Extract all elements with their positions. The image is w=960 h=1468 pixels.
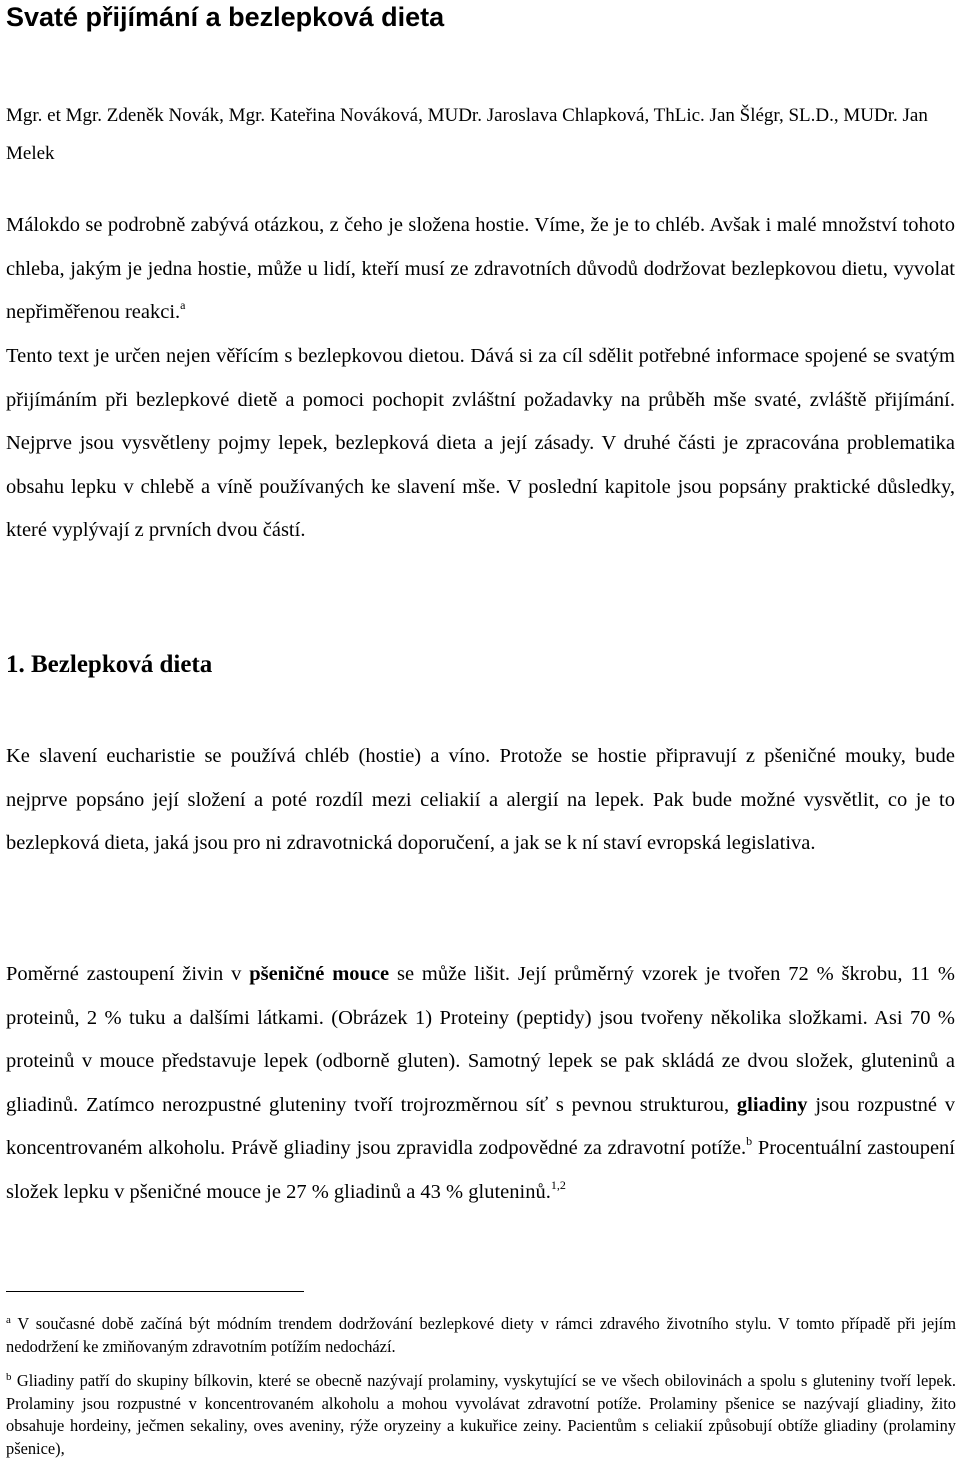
- section-heading: 1. Bezlepková dieta: [6, 651, 213, 678]
- intro-text: Málokdo se podrobně zabývá otázkou, z čeho je složena hostie. Víme, že je to chléb. Avšak i malé množství tohoto chleba, jakým je jedna hostie, může u lidí, kteří musí ze zdravotních důvodů dodržovat bezlepkovou dietu, vyvolat nepřiměřenou reakci.: [6, 214, 955, 323]
- p2-bold-gliadins: gliadiny: [736, 1093, 808, 1116]
- p2-text-2: se může lišit. Její průměrný vzorek je tvořen 72 % škrobu, 11 % proteinů, 2 % tuku a dalšími látkami. (Obrázek 1) Proteiny (peptidy) jsou tvořeny několika složkami. Asi 70 % proteinů v mouce představuje lepek (odborně gluten). Samotný lepek se pak skládá ze dvou složek, gluteninů a gliadinů. Zatímco nerozpustné gluteniny tvoří trojrozměrnou síť s pevnou strukturou,: [6, 963, 955, 1116]
- footnote-ref-a: a: [180, 298, 186, 312]
- footnote-b: [6, 1370, 956, 1460]
- footnote-b-text: Gliadiny patří do skupiny bílkovin, které se obecně nazývají prolaminy, vyskytující se ve všech obilovinách a spolu s gluteniny tvoří lepek. Prolaminy jsou rozpustné v koncentrovaném alkoholu a mohou vyvolávat zdravotní potíže. Prolaminy pšenice se nazývají gliadiny, žito obsahuje hordeiny, ječmen sekaliny, oves aveniny, rýže oryzeiny a kukuřice zeiny. Pacientům s celiakií způsobují obtíže gliadiny (prolaminy pšenice),: [6, 1371, 956, 1458]
- footnote-ref-b: b: [746, 1134, 753, 1148]
- authors-line: Mgr. et Mgr. Zdeněk Novák, Mgr. Kateřina Nováková, MUDr. Jaroslava Chlapková, ThLic. Jan Šlégr, SL.D., MUDr. Jan Melek: [6, 105, 928, 164]
- p2-text-1: Poměrné zastoupení živin v: [6, 963, 250, 985]
- footnote-a-text: V současné době začíná být módním trendem dodržování bezlepkové diety v rámci zdravého životního stylu. V tomto případě při jejím nedodržení ke zmiňovaným zdravotním potížím nedochází.: [6, 1314, 956, 1356]
- p2-text-3: jsou rozpustné v koncentrovaném alkoholu. Právě gliadiny jsou zpravidla zodpovědné za zdravotní potíže.: [6, 1093, 955, 1159]
- footnote-mark-b: b: [6, 1371, 12, 1383]
- document-title: Svaté přijímání a bezlepková dieta: [6, 2, 445, 32]
- purpose-paragraph: Tento text je určen nejen věřícím s bezlepkovou dietou. Dává si za cíl sdělit potřebné informace spojené se svatým přijímáním při bezlepkové dietě a pomoci pochopit zvláštní požadavky na průběh mše svaté, zvláště přijímání. Nejprve jsou vysvětleny pojmy lepek, bezlepková dieta a její zásady. V druhé části je zpracována problematika obsahu lepku v chlebě a víně používaných ke slavení mše. V poslední kapitole jsou popsány praktické důsledky, které vyplývají z prvních dvou částí.: [6, 345, 955, 541]
- footnote-mark-a: a: [6, 1314, 11, 1326]
- footnote-a: [6, 1313, 956, 1358]
- footnote-separator: [6, 1291, 304, 1292]
- citation-ref-1-2: 1,2: [550, 1177, 566, 1192]
- p2-bold-wheat-flour: pšeničné mouce: [249, 963, 390, 985]
- section-paragraph-1: Ke slavení eucharistie se používá chléb (hostie) a víno. Protože se hostie připravují z pšeničné mouky, bude nejprve popsáno její složení a poté rozdíl mezi celiakií a alergií na lepek. Pak bude možné vysvětlit, co je to bezlepková dieta, jaká jsou pro ni zdravotnická doporučení, a jak se k ní staví evropská legislativa.: [6, 745, 955, 854]
- intro-paragraph: [6, 204, 955, 335]
- section-paragraph-2: [6, 953, 955, 1214]
- p2-text-4: Procentuální zastoupení složek lepku v pšeničné mouce je 27 % gliadinů a 43 % gluteninů.: [6, 1137, 956, 1203]
